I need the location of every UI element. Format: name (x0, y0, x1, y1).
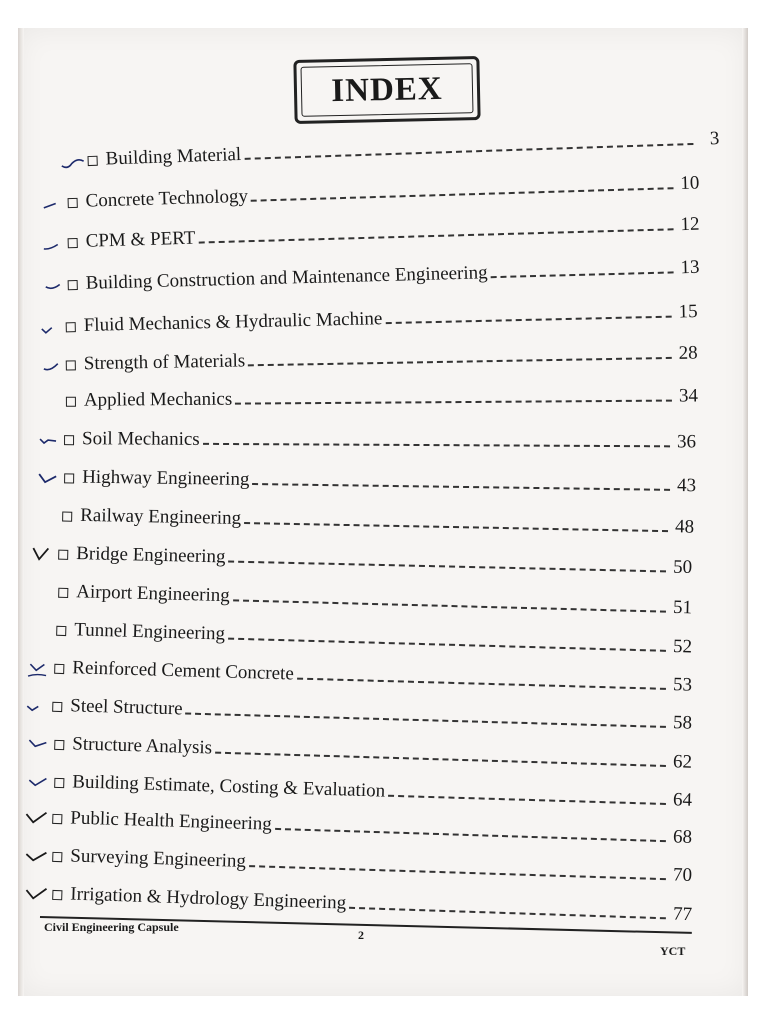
dot-leader (198, 228, 673, 243)
toc-entry-label: Applied Mechanics (83, 388, 233, 411)
index-title: INDEX (330, 70, 444, 109)
dot-leader (244, 143, 693, 160)
pen-tick-icon (24, 808, 51, 829)
toc-entry-label: Public Health Engineering (70, 807, 273, 835)
checkbox-icon (68, 198, 78, 208)
toc-entry-label: Railway Engineering (80, 504, 242, 529)
dot-leader (388, 795, 666, 805)
pen-tick-icon (59, 151, 86, 172)
dot-leader (249, 865, 666, 880)
pen-tick-icon (38, 317, 64, 338)
toc-entry-page: 3 (709, 128, 720, 150)
pen-tick-icon (24, 696, 51, 717)
dot-leader (233, 599, 666, 612)
checkbox-icon (52, 852, 62, 862)
toc-entry-label: Reinforced Cement Concrete (72, 657, 295, 685)
toc-entry-page: 28 (678, 342, 698, 364)
checkbox-icon (64, 473, 74, 483)
toc-entry-label: Soil Mechanics (82, 428, 200, 450)
toc-entry-page: 34 (678, 385, 698, 407)
toc-entry-label: Building Material (105, 143, 242, 170)
pen-tick-icon (39, 233, 66, 254)
checkbox-icon (54, 664, 64, 674)
toc-entry-label: Structure Analysis (72, 733, 213, 759)
checkbox-icon (52, 814, 62, 824)
pen-tick-icon (38, 392, 64, 412)
checkbox-icon (58, 550, 68, 560)
dot-leader (385, 316, 671, 324)
toc-entry-page: 10 (680, 172, 700, 194)
toc-entry-label: Bridge Engineering (76, 543, 226, 568)
toc-entry (26, 768, 692, 812)
toc-entry (30, 540, 692, 579)
dot-leader (228, 638, 666, 652)
toc-entry (59, 126, 719, 172)
document-page (18, 28, 748, 996)
checkbox-icon (54, 740, 64, 750)
pen-tick-icon (30, 582, 57, 603)
toc-entry-page: 77 (672, 903, 693, 926)
pen-tick-icon (28, 620, 55, 641)
dot-leader (248, 357, 672, 366)
toc-entry (39, 170, 699, 214)
toc-entry-label: Fluid Mechanics & Hydraulic Machine (83, 308, 383, 336)
toc-entry (34, 502, 694, 539)
toc-entry-label: Airport Engineering (76, 581, 231, 607)
checkbox-icon (66, 360, 76, 370)
pen-tick-icon (26, 734, 53, 755)
table-of-contents (18, 28, 748, 928)
toc-entry-page: 52 (672, 636, 693, 658)
dot-leader (244, 522, 668, 532)
toc-entry (26, 730, 692, 774)
dot-leader (491, 271, 674, 278)
toc-entry-label: Tunnel Engineering (74, 619, 226, 645)
toc-entry-page: 64 (672, 789, 693, 811)
toc-entry (39, 255, 699, 296)
toc-entry-page: 50 (672, 556, 693, 579)
pen-tick-icon (39, 193, 66, 214)
dot-leader (251, 187, 673, 202)
toc-entry-label: Building Construction and Maintenance Engineering (85, 262, 488, 294)
pen-tick-icon (39, 275, 66, 296)
toc-entry (24, 692, 692, 735)
toc-entry-label: Steel Structure (70, 695, 183, 720)
toc-entry-label: Surveying Engineering (70, 845, 247, 872)
checkbox-icon (54, 778, 64, 788)
pen-tick-icon (26, 658, 53, 679)
checkbox-icon (66, 397, 76, 407)
toc-entry (24, 842, 692, 887)
toc-entry (38, 383, 698, 412)
pen-tick-icon (26, 772, 53, 793)
pen-tick-icon (30, 544, 56, 565)
toc-entry-page: 48 (674, 516, 695, 538)
pen-tick-icon (34, 506, 60, 526)
toc-entry (39, 212, 699, 254)
toc-entry-page: 36 (676, 431, 697, 453)
toc-entry-page: 62 (672, 751, 693, 773)
toc-entry-label: CPM & PERT (85, 227, 196, 252)
checkbox-icon (64, 435, 74, 445)
pen-tick-icon (24, 846, 51, 867)
pen-tick-icon (24, 884, 51, 905)
checkbox-icon (58, 588, 68, 598)
toc-entry (24, 804, 692, 849)
toc-entry-page: 68 (672, 826, 693, 848)
checkbox-icon (52, 702, 62, 712)
checkbox-icon (56, 626, 66, 636)
checkbox-icon (52, 890, 62, 900)
toc-entry-label: Highway Engineering (82, 466, 250, 490)
toc-entry (37, 299, 697, 338)
toc-entry-label: Strength of Materials (83, 350, 246, 375)
checkbox-icon (68, 238, 78, 248)
pen-tick-icon (38, 356, 64, 376)
dot-leader (228, 561, 666, 573)
toc-entry-label: Irrigation & Hydrology Engineering (70, 883, 347, 914)
pen-tick-icon (36, 468, 62, 488)
checkbox-icon (87, 156, 97, 166)
dot-leader (275, 828, 666, 842)
checkbox-icon (68, 280, 78, 290)
toc-entry-page: 15 (678, 301, 698, 323)
toc-entry-label: Concrete Technology (85, 185, 249, 212)
toc-entry-page: 58 (672, 712, 693, 734)
checkbox-icon (62, 512, 72, 522)
dot-leader (203, 443, 670, 447)
dot-leader (215, 752, 666, 767)
checkbox-icon (66, 322, 76, 332)
dot-leader (349, 907, 666, 920)
toc-entry (36, 464, 696, 497)
toc-entry-page: 53 (672, 674, 693, 696)
toc-entry-page: 70 (672, 864, 693, 886)
toc-entry-page: 43 (676, 474, 697, 497)
footer-book-title: Civil Engineering Capsule (44, 920, 179, 934)
toc-entry-page: 12 (680, 213, 700, 236)
toc-entry (26, 654, 692, 697)
toc-entry (30, 578, 692, 619)
toc-entry (28, 616, 692, 659)
toc-entry-page: 13 (680, 256, 700, 279)
toc-entry-page: 51 (672, 596, 693, 619)
toc-entry-label: Building Estimate, Costing & Evaluation (72, 771, 386, 802)
dot-leader (185, 713, 665, 728)
toc-entry (38, 340, 698, 376)
footer-publisher: YCT (660, 944, 686, 958)
toc-entry (36, 426, 696, 453)
dot-leader (252, 483, 670, 491)
pen-tick-icon (36, 430, 62, 450)
dot-leader (297, 678, 666, 690)
footer-page-number: 2 (358, 928, 364, 942)
dot-leader (235, 400, 672, 405)
